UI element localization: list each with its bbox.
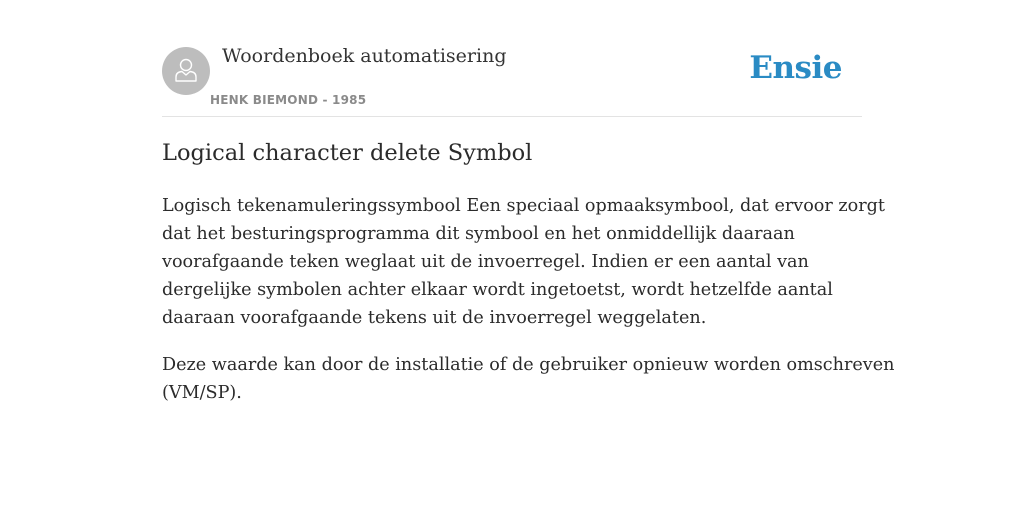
- definition-line: (VM/SP).: [162, 383, 242, 403]
- definition-line: voorafgaande teken weglaat uit de invoerregel. Indien er een aantal van: [162, 252, 809, 272]
- avatar[interactable]: [162, 47, 210, 95]
- definition-line: Logisch tekenamuleringssymbool Een speciaal opmaaksymbool, dat ervoor zorgt: [162, 196, 885, 216]
- entry-header: [162, 0, 862, 117]
- user-icon: [171, 54, 201, 88]
- definition-line: dergelijke symbolen achter elkaar wordt ingetoetst, wordt hetzelfde aantal: [162, 280, 833, 300]
- definition-paragraph: [162, 351, 895, 407]
- ensie-logo[interactable]: Ensie: [749, 50, 842, 86]
- entry-card: [162, 0, 895, 403]
- definition-line: Deze waarde kan door de installatie of de gebruiker opnieuw worden omschreven: [162, 355, 895, 375]
- definition-line: daaraan voorafgaande tekens uit de invoerregel weggelaten.: [162, 308, 707, 328]
- entry-term: Logical character delete Symbol: [162, 140, 533, 166]
- definition-line: dat het besturingsprogramma dit symbool en het onmiddellijk daaraan: [162, 224, 795, 244]
- author-year: HENK BIEMOND - 1985: [210, 93, 367, 107]
- definition-paragraph: [162, 192, 885, 332]
- entry-definition: [162, 192, 895, 426]
- book-title-link[interactable]: Woordenboek automatisering: [222, 45, 507, 67]
